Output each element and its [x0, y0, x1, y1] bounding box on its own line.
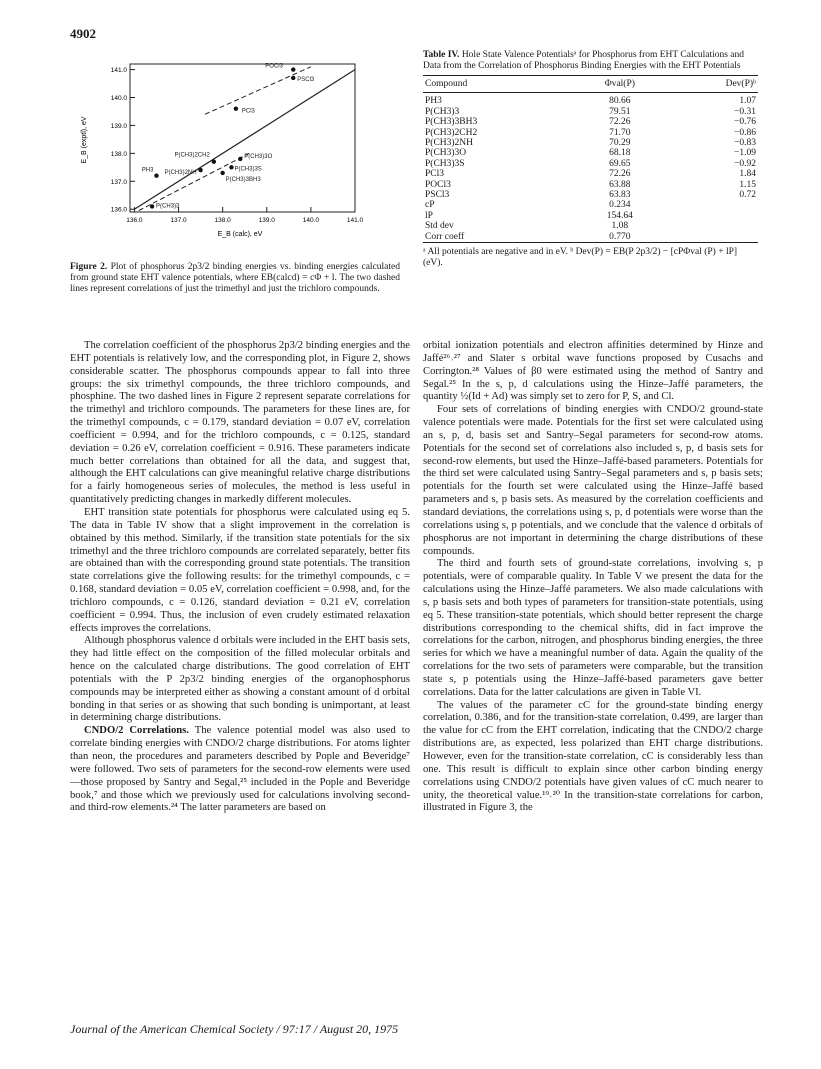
cndo-text: The valence potential model was also used to correlate binding energies with CNDO/2 charge distributions. For atoms lighter than neon, the procedures and parameters described by Pople and Beveridge⁷ were followed. Two sets of parameters for the second-row elements were used—those proposed by Santry and Segal,²⁵ included in the Pople and Beveridge book,⁷ and those which we previously used for calculations involving second- and third-row elements.²⁴ The latter parameters are based on	[70, 725, 410, 814]
cell-compound: P(CH3)3S	[425, 158, 465, 169]
right-paragraph-1: orbital ionization potentials and electron affinities determined by Hinze and Jaffé²⁶˒²⁷ and Slater s orbital wave functions proposed by Cusachs and Corrington.²⁸ Values of β0 were estimated using the method of Santry and Segal.²⁵ In the s, p, d calculations using the Hinze–Jaffé parameters, the quantity ½(Id + Ad) was simply set to zero for P, S, and Cl.	[423, 340, 763, 403]
table-title	[423, 50, 758, 72]
stat-value: 0.234	[609, 200, 631, 211]
cell-compound: POCl3	[425, 179, 451, 190]
fit-line	[134, 70, 355, 210]
point-label: PCl3	[241, 108, 255, 115]
right-paragraph-3: The third and fourth sets of ground-state correlations, involving s, p potentials, were of comparable quality. In Table V we present the data for the calculations using the Hinze–Jaffé parameters. We also made calculations with s, p basis sets and both types of parameters for transition-state potentials, using eq 5. These transition-state potentials, which should better represent the charge distributions corresponding to the chemical shifts, did in fact improve the correlations for the carbon, nitrogen, and phosphorus binding energies, the three series for which we have a meaningful number of data. Again the quality of the correlations for the two sets of parameters were comparable, but the transition state s, p potentials using the Hinze–Jaffé-based parameters gave better correlations. Data for the latter calculations are given in Table VI.	[423, 558, 763, 698]
figure-caption	[70, 262, 400, 295]
stat-empty	[666, 200, 758, 210]
cndo-heading: CNDO/2 Correlations.	[84, 725, 189, 737]
x-tick-label: 141.0	[346, 217, 364, 224]
cell-dev: −0.83	[734, 138, 756, 149]
table-label: Table IV.	[423, 50, 460, 60]
stat-value: 1.08	[611, 221, 629, 232]
cell-dev: 1.07	[739, 96, 756, 107]
table-body	[423, 93, 758, 201]
point-label: P(CH3)3BH3	[225, 176, 261, 183]
table-stat-row	[423, 232, 758, 243]
cell-compound: P(CH3)3BH3	[425, 117, 478, 128]
left-paragraph-3: Although phosphorus valence d orbitals were included in the EHT basis sets, they had little effect on the composition of the filled molecular orbitals and hence on the calculated charge distributions. The good correlation of EHT potentials with the P 2p3/2 binding energies of the organophosphorus compounds may be interpreted either as showing a constant amount of d orbital bonding in that series or as showing that such bonding is unimportant, at least in determining charge distributions.	[70, 635, 410, 724]
cell-potential: 63.83	[609, 190, 631, 201]
table-row	[423, 159, 758, 169]
cell-dev: −0.92	[734, 158, 756, 169]
stat-label: lP	[425, 210, 433, 221]
point-label: P(CH3)3O	[244, 153, 273, 160]
cell-potential: 63.88	[609, 179, 631, 190]
x-tick-label: 137.0	[170, 217, 187, 224]
table-stat-row	[423, 211, 758, 221]
stat-empty	[666, 211, 758, 221]
y-tick-label: 141.0	[110, 67, 127, 75]
data-point	[212, 160, 216, 164]
stat-label: cP	[425, 200, 435, 211]
right-paragraph-2: Four sets of correlations of binding energies with CNDO/2 ground-state valence potentials were made. Potentials for the first set were calculated using an s, p, d, basis set and Santry–Segal parameters for second-row atoms. Potentials for the second set of correlations also included s, p, d basis sets for second-row elements, but used the Hinze–Jaffé-based parameters. Potentials for the third set were calculated using Santry–Segal parameters and s, p basis sets; potentials for the fourth set were calculated using the Hinze–Jaffé based parameters and s, p basis sets. As measured by the correlation coefficients and standard deviations, the correlations using s, p, d potentials were worse than the correlations using s, p potentials, and we conclude that the valence d orbitals of phosphorus are not important in determining the charge distributions of these compounds.	[423, 404, 763, 557]
point-label: P(CH3)2CH2	[174, 152, 210, 159]
cell-dev: 0.72	[739, 190, 756, 201]
cell-potential: 79.51	[609, 106, 631, 117]
x-tick-label: 136.0	[126, 217, 143, 224]
data-point	[220, 171, 224, 175]
point-label: PH3	[141, 167, 154, 174]
cell-potential: 71.70	[609, 127, 631, 138]
data-point	[150, 204, 154, 208]
table-title-text: Hole State Valence Potentialsᵃ for Phosphorus from EHT Calculations and Data from the Correlation of Phosphorus Binding Energies with the EHT Potentials	[423, 50, 744, 71]
y-tick-label: 140.0	[110, 95, 127, 103]
right-text-column	[423, 340, 763, 815]
x-tick-label: 140.0	[302, 217, 320, 224]
cell-dev: 1.15	[739, 179, 756, 190]
y-tick-label: 139.0	[110, 122, 127, 130]
table-row	[423, 180, 758, 190]
cell-compound: PSCl3	[425, 190, 450, 201]
table-footnote: ᵃ All potentials are negative and in eV. ᵇ Dev(P) = EB(P 2p3/2) − [cPΦval (P) + lP] (eV).	[423, 247, 738, 269]
left-text-column	[70, 340, 410, 815]
table-row	[423, 117, 758, 127]
cell-dev: 1.84	[739, 169, 756, 180]
table-stat-row	[423, 200, 758, 210]
figure-caption-label: Figure 2.	[70, 262, 108, 272]
y-tick-label: 137.0	[110, 178, 127, 186]
cell-compound: PCl3	[425, 169, 445, 180]
stat-empty	[666, 232, 758, 243]
header-compound: Compound	[423, 76, 574, 93]
table-iv-grid	[423, 75, 758, 245]
table-row	[423, 138, 758, 148]
header-potential: Φval(P)	[574, 76, 666, 93]
table-row	[423, 93, 758, 107]
y-tick-layer	[111, 67, 135, 214]
data-point	[154, 173, 158, 177]
point-label: P(CH3)3	[156, 203, 180, 210]
right-paragraph-4: The values of the parameter cC for the ground-state binding energy correlation, 0.386, and for the transition-state correlation, 0.499, are larger than the value for cC from the EHT correlation, indicating that the CNDO/2 charge distributions are, as expected, less polarized than EHT charge distributions. However, even for the transition-state correlation, cC is considerably less than one. This result is difficult to explain since other carbon binding energy correlations using CNDO/2 potentials have given values of cC much nearer to unity, the theoretical value.¹⁹˒²⁰ In the transition-state correlations for carbon, illustrated in Figure 3, the	[423, 699, 763, 814]
cell-potential: 72.26	[609, 169, 631, 180]
point-label: P(CH3)2NH	[164, 170, 197, 177]
cell-compound: P(CH3)3	[425, 106, 460, 117]
figure-2-scatter-plot	[70, 50, 400, 260]
data-point	[291, 76, 295, 80]
table-row	[423, 128, 758, 138]
y-tick-label: 138.0	[110, 150, 127, 158]
left-paragraph-4	[70, 725, 410, 815]
cell-dev: −0.76	[734, 117, 756, 128]
cell-dev: −0.86	[734, 127, 756, 138]
point-label: P(CH3)3S	[234, 166, 262, 173]
left-paragraph-2: EHT transition state potentials for phosphorus were calculated using eq 5. The data in Table IV show that a slight improvement in the correlation is obtained by this method. Similarly, if the transition state potentials for the six trimethyl and the three trichloro compounds are correlated separately, better fits are obtained than with the corresponding ground state potentials. The transition state correlations give the following results: for the trimethyl compounds, c = 0.168, standard deviation = 0.05 eV, correlation coefficient = 0.998, and, for the trichloro compounds, c = 0.126, standard deviation = 0.21 eV, correlation coefficient = 0.994. Thus, the inclusion of even crudely estimated relaxation effects improves the correlations.	[70, 506, 410, 634]
table-row	[423, 190, 758, 200]
stat-label: Corr coeff	[425, 231, 465, 242]
y-axis-label: E_B (exptl), eV	[81, 116, 88, 164]
cell-potential: 80.66	[609, 96, 631, 107]
stat-value: 0.770	[609, 231, 631, 242]
stat-value: 154.64	[606, 210, 633, 221]
y-tick-label: 136.0	[110, 206, 127, 214]
line-layer	[134, 67, 355, 211]
cell-potential: 72.26	[609, 117, 631, 128]
cell-potential: 68.18	[609, 148, 631, 159]
table-row	[423, 169, 758, 179]
stat-empty	[666, 221, 758, 231]
data-point	[234, 106, 238, 110]
x-tick-layer	[126, 207, 363, 224]
cell-dev: −1.09	[734, 148, 756, 159]
point-label: PSCl3	[297, 76, 315, 83]
cell-compound: P(CH3)2NH	[425, 138, 474, 149]
table-iv	[423, 50, 758, 269]
plot-frame	[130, 64, 355, 212]
cell-compound: P(CH3)2CH2	[425, 127, 478, 138]
figure-caption-text: Plot of phosphorus 2p3/2 binding energies vs. binding energies calculated from ground state EHT valence potentials, where EB(calcd) = cΦ + l. The two dashed lines represent correlations of just the trimethyl and just the trichloro compounds.	[70, 262, 400, 294]
table-header-row	[423, 76, 758, 93]
journal-footer: Journal of the American Chemical Society / 97:17 / August 20, 1975	[70, 1022, 399, 1036]
table-row	[423, 107, 758, 117]
cell-potential: 69.65	[609, 158, 631, 169]
left-paragraph-1: The correlation coefficient of the phosphorus 2p3/2 binding energies and the EHT potentials is relatively low, and the corresponding plot, in Figure 2, shows considerable scatter. The phosphorus compounds appear to fall into three groups: the six trimethyl compounds, the three trichloro compounds, and phosphine. The two dashed lines in Figure 2 represent separate correlations for the trimethyl and trichloro compounds. The parameters for these lines are, for the trimethyl compounds, c = 0.179, standard deviation = 0.07 eV, correlation coefficient = 0.994, and for the trichloro compounds, c = 0.125, standard deviation = 0.26 eV, correlation coefficient = 0.916. These parameters indicate much better correlations than obtained for all the data, and suggest that, although the EHT calculations can give meaningful relative charge distributions for a fairly homogeneous series of molecules, the method is less useful in quantitatively predicting changes in markedly different molecules.	[70, 340, 410, 506]
x-axis-label: E_B (calc), eV	[217, 231, 263, 238]
data-point	[198, 168, 202, 172]
x-tick-label: 138.0	[214, 217, 231, 224]
point-label: POCl3	[265, 63, 283, 70]
table-stats	[423, 200, 758, 242]
cell-dev: −0.31	[734, 106, 756, 117]
stat-label: Std dev	[425, 221, 454, 232]
page-number: 4902	[70, 26, 96, 41]
cell-potential: 70.29	[609, 138, 631, 149]
header-dev: Dev(P)ᵇ	[666, 76, 758, 93]
data-point	[229, 165, 233, 169]
data-point	[238, 157, 242, 161]
cell-compound: PH3	[425, 96, 442, 107]
table-stat-row	[423, 221, 758, 231]
x-tick-label: 139.0	[258, 217, 275, 224]
table-row	[423, 148, 758, 158]
data-point	[291, 67, 295, 71]
cell-compound: P(CH3)3O	[425, 148, 467, 159]
